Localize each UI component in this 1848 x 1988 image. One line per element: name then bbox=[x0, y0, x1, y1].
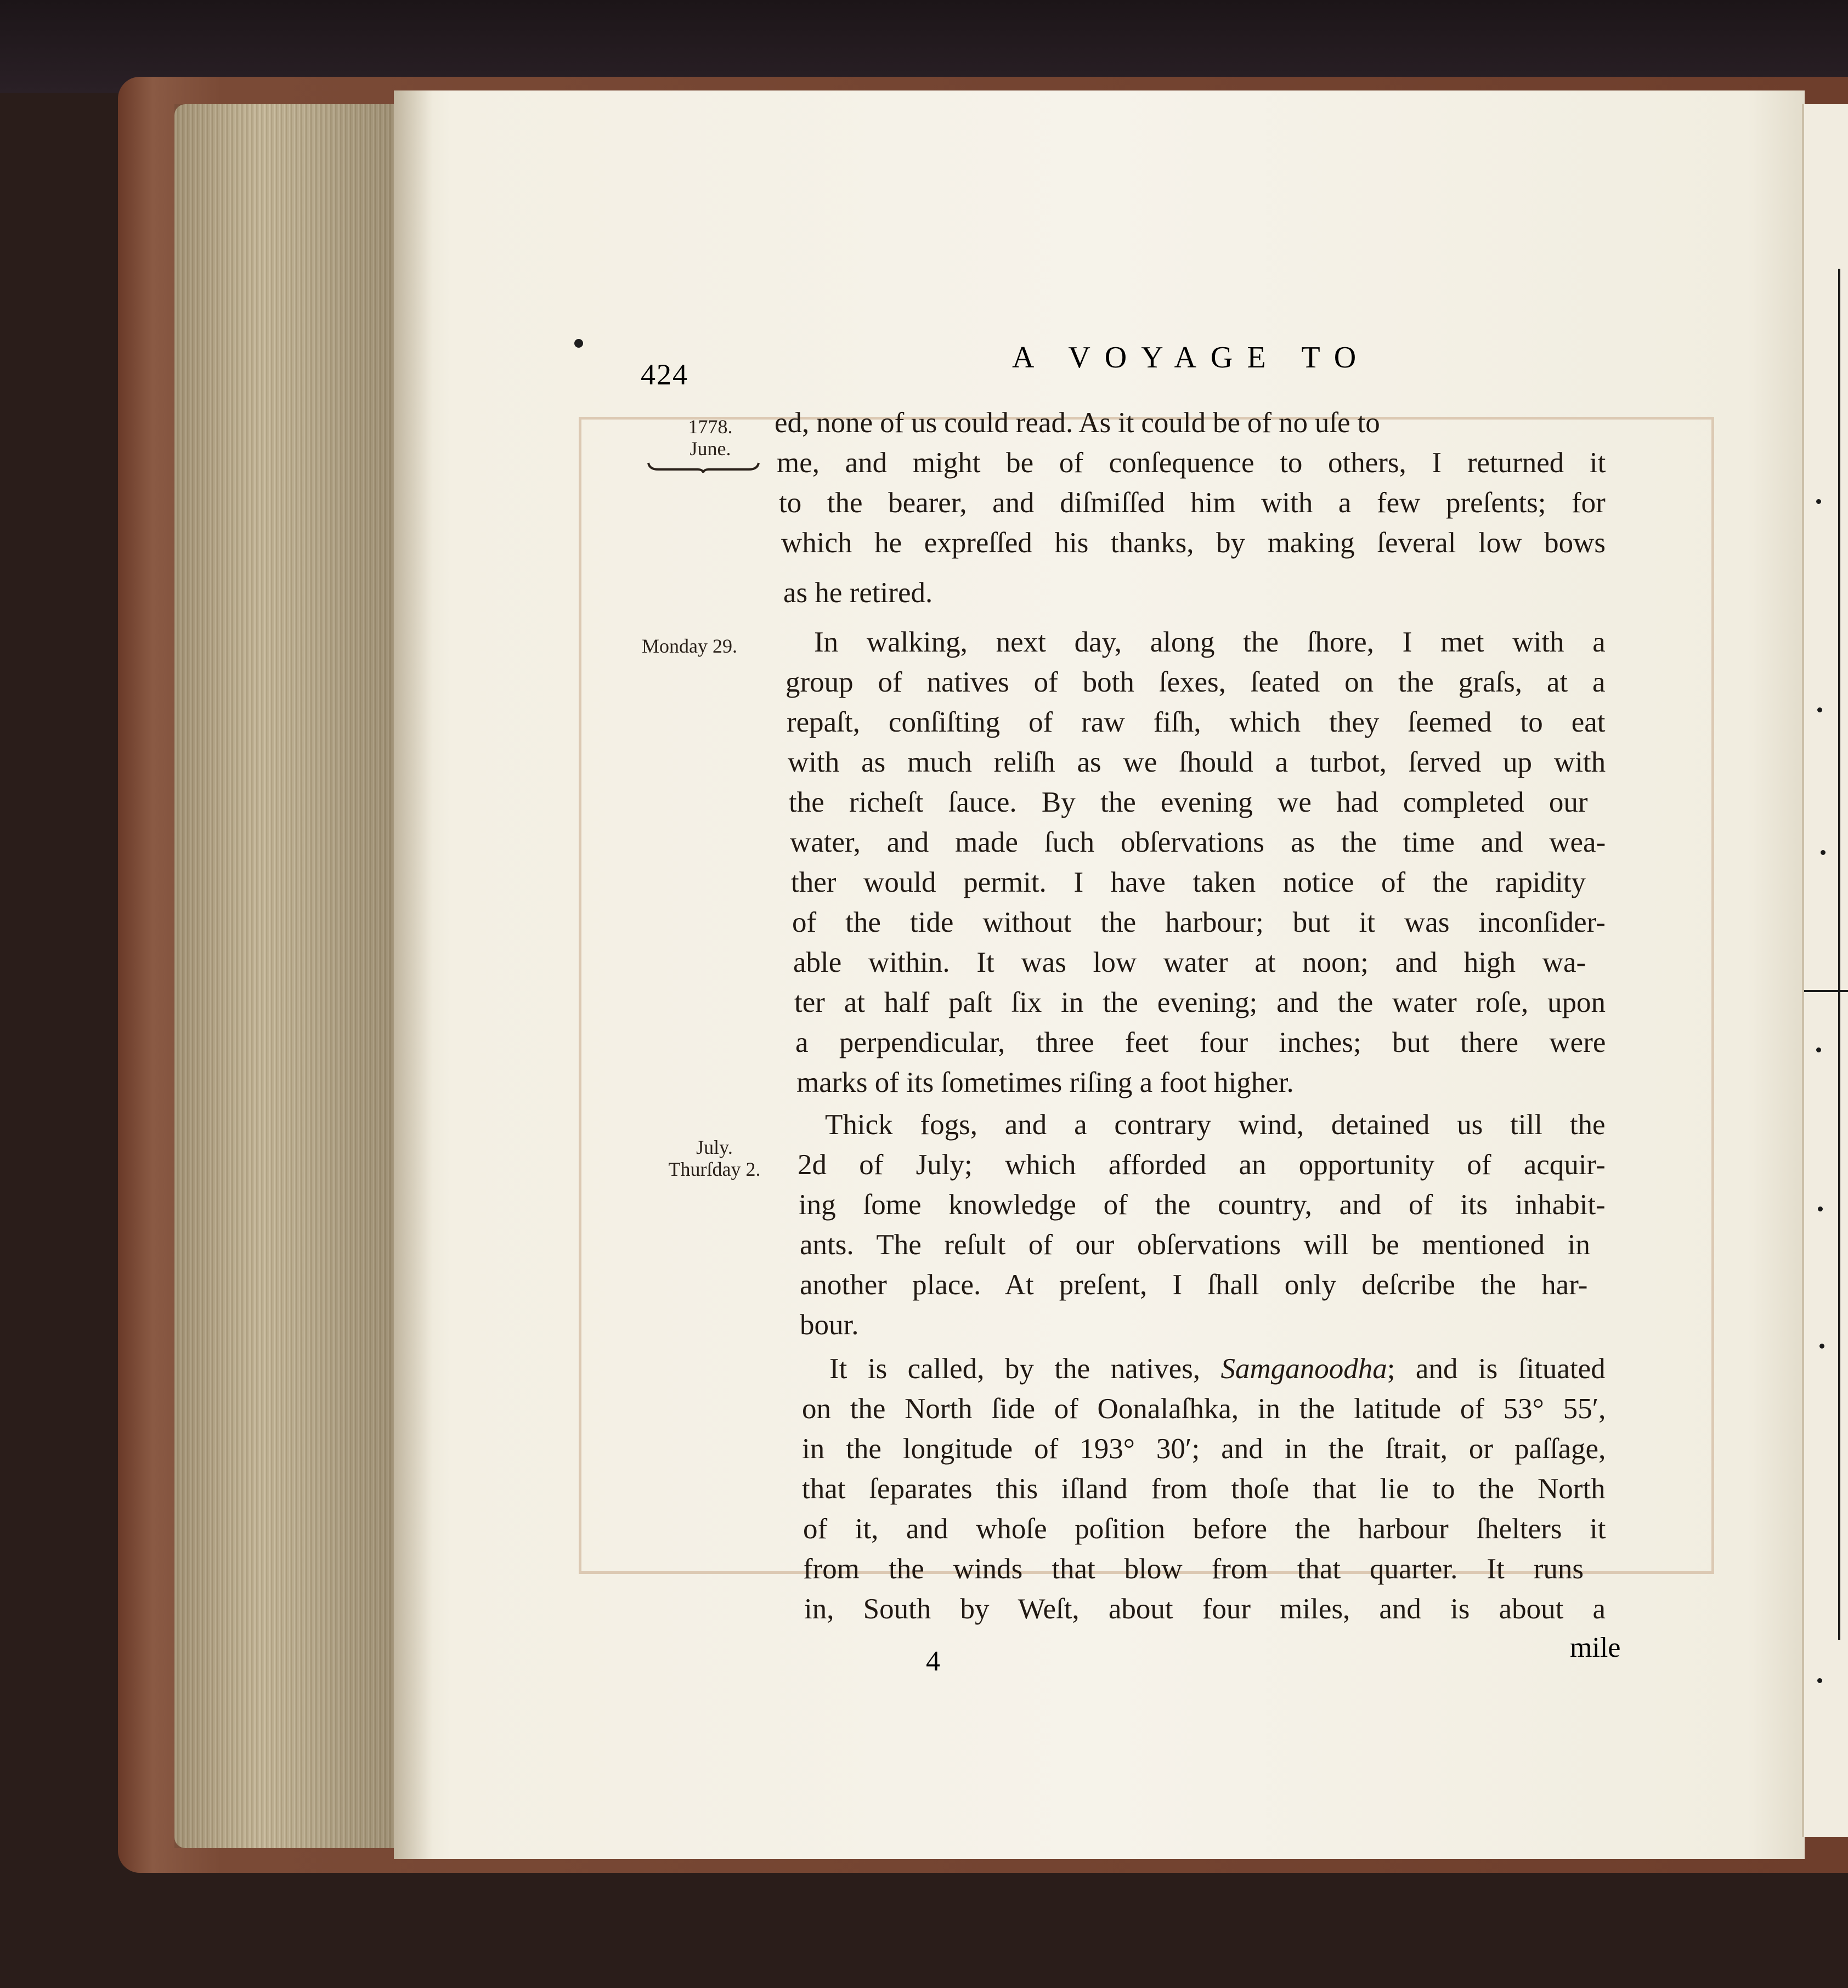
text-line: me, and might be of conſequence to others, I returned it bbox=[777, 447, 1606, 479]
text-line bbox=[829, 1352, 1606, 1386]
catchword: mile bbox=[1570, 1632, 1621, 1663]
text-line: ed, none of us could read. As it could be of no uſe to bbox=[775, 407, 1380, 439]
margin-thursday: Thurſday 2. bbox=[668, 1158, 761, 1180]
margin-year: 1778. bbox=[688, 416, 733, 438]
text-line: to the bearer, and diſmiſſed him with a few preſents; for bbox=[779, 487, 1606, 519]
facing-page-edge bbox=[1802, 104, 1848, 1837]
text-line: group of natives of both ſexes, ſeated on the graſs, at a bbox=[785, 666, 1606, 698]
margin-note-july bbox=[655, 1136, 773, 1180]
page-number: 424 bbox=[641, 358, 688, 391]
text-line: of the tide without the harbour; but it was inconſider- bbox=[792, 907, 1606, 938]
page-edges bbox=[174, 104, 394, 1848]
text-line: Thick fogs, and a contrary wind, detained us till the bbox=[825, 1109, 1606, 1141]
gutter-shadow bbox=[394, 90, 432, 1859]
text-line: marks of its ſometimes riſing a foot higher. bbox=[796, 1067, 1294, 1098]
text-line: of it, and whoſe poſition before the harbour ſhelters it bbox=[803, 1513, 1606, 1545]
text-line: in, South by Weſt, about four miles, and is about a bbox=[804, 1593, 1606, 1625]
text-line: in the longitude of 193° 30′; and in the ſtrait, or paſſage, bbox=[802, 1433, 1606, 1465]
text-line: water, and made ſuch obſervations as the time and wea- bbox=[790, 826, 1606, 858]
text-line: from the winds that blow from that quarter. It runs bbox=[803, 1553, 1584, 1585]
text-line: ants. The reſult of our obſervations will be mentioned in bbox=[800, 1229, 1590, 1261]
margin-note-monday: Monday 29. bbox=[642, 635, 737, 657]
text-line: ther would permit. I have taken notice of the rapidity bbox=[791, 866, 1586, 898]
text-line: a perpendicular, three feet four inches; but there were bbox=[795, 1027, 1606, 1058]
text-line: as he retired. bbox=[783, 577, 933, 609]
text-line: ing ſome knowledge of the country, and of its inhabit- bbox=[799, 1189, 1606, 1221]
text-line: on the North ſide of Oonalaſhka, in the latitude of 53° 55′, bbox=[802, 1393, 1606, 1425]
text-line: the richeſt ſauce. By the evening we had completed our bbox=[789, 786, 1588, 818]
text-run: It is called, by the natives, bbox=[829, 1353, 1221, 1385]
text-line: 2d of July; which afforded an opportunity of acquir- bbox=[798, 1149, 1606, 1181]
margin-month: June. bbox=[690, 438, 731, 460]
brace-icon bbox=[647, 461, 760, 473]
text-line: another place. At preſent, I ſhall only deſcribe the har- bbox=[800, 1269, 1588, 1301]
text-line: In walking, next day, along the ſhore, I met with a bbox=[814, 626, 1606, 658]
signature-mark: 4 bbox=[926, 1646, 940, 1677]
text-line: able within. It was low water at noon; and high wa- bbox=[793, 947, 1586, 978]
text-line: that ſeparates this iſland from thoſe that lie to the North bbox=[802, 1473, 1606, 1505]
margin-july: July. bbox=[696, 1136, 733, 1158]
text-line: with as much reliſh as we ſhould a turbot, ſerved up with bbox=[788, 746, 1606, 778]
ink-dot bbox=[574, 339, 583, 348]
place-name: Samganoodha bbox=[1220, 1353, 1387, 1385]
text-line: bour. bbox=[800, 1309, 859, 1341]
text-line: ter at half paſt ſix in the evening; and the water roſe, upon bbox=[794, 987, 1606, 1018]
running-head: A VOYAGE TO bbox=[1012, 341, 1371, 375]
text-line: repaſt, conſiſting of raw fiſh, which they ſeemed to eat bbox=[787, 706, 1606, 738]
text-run: ; and is ſituated bbox=[1387, 1353, 1606, 1385]
text-line: which he expreſſed his thanks, by making ſeveral low bows bbox=[781, 527, 1606, 559]
margin-note-date bbox=[672, 416, 749, 460]
